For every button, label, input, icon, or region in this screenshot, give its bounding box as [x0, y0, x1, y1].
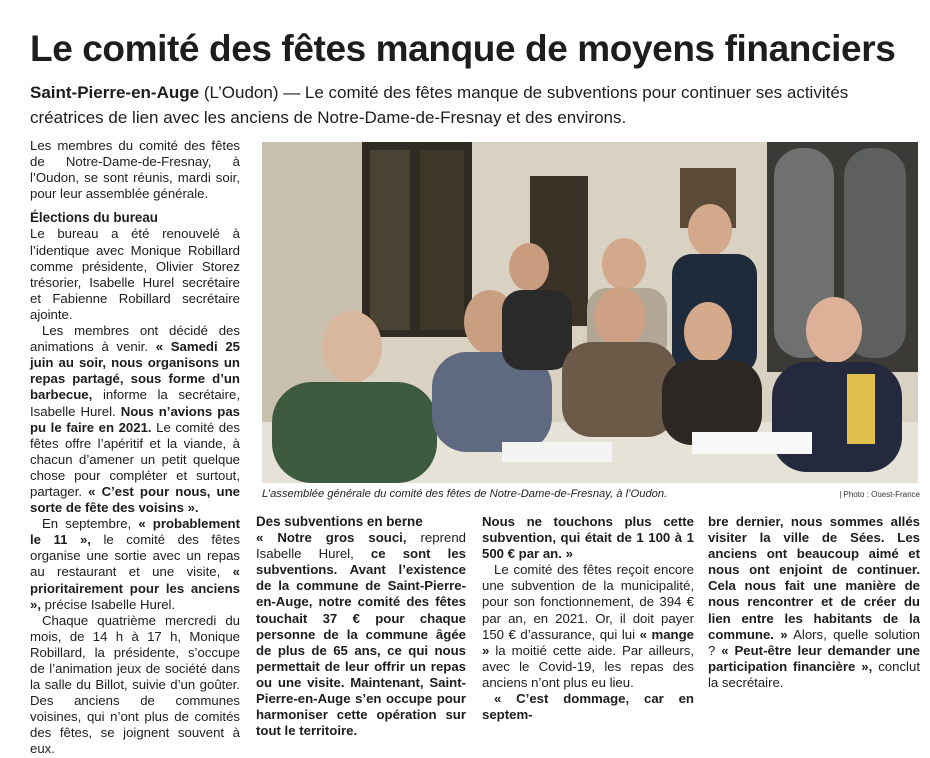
paragraph [482, 562, 694, 691]
quote: « Peut-être leur demander une participation financière », [708, 642, 921, 674]
quote: Nous ne touchons plus cette subvention, qui était de 1 100 à 1 500 € par an. » [482, 514, 694, 562]
text: En septembre, [42, 516, 139, 532]
text: précise Isabelle Hurel. [41, 596, 176, 612]
paragraph [30, 516, 240, 613]
text: Les membres ont décidé des animations à venir. [30, 323, 240, 355]
quote: « Notre gros souci, [256, 530, 407, 546]
quote: Nous n’avions pas pu le faire en 2021. [30, 403, 240, 435]
paragraph [708, 514, 920, 691]
text: reprend Isabelle Hurel, [256, 530, 466, 562]
paragraph [482, 514, 694, 562]
lede [30, 80, 900, 130]
quote: « C’est dommage, car en septem- [482, 691, 694, 723]
text: la moitié cette aide. Par ailleurs, avec le Covid-19, les repas des anciens n’ont plus eu lieu. [482, 642, 694, 690]
text: informe la secrétaire, Isabelle Hurel. [30, 387, 240, 419]
paragraph [256, 530, 466, 739]
text: conclut la secrétaire. [708, 658, 920, 690]
paragraph [30, 323, 240, 516]
article-photo [262, 142, 918, 483]
section-heading-subventions: Des subventions en berne [256, 514, 423, 529]
quote: « C’est pour nous, une sorte de fête des voisins ». [30, 483, 241, 516]
headline: Le comité des fêtes manque de moyens financiers [30, 28, 896, 69]
paragraph: Le bureau a été renouvelé à l’identique avec Monique Robillard comme présidente, Olivier Storez trésorier, Isabelle Hurel secrétaire et Fabienne Robillard secrétaire ajointe. [30, 226, 240, 322]
quote: « Samedi 25 juin au soir, nous organisons un repas partagé, sous forme d’un barbecue, [30, 339, 240, 403]
photo-credit: | Photo : Ouest-France [839, 490, 920, 499]
lede-place: Saint-Pierre-en-Auge [30, 83, 200, 102]
text: le comité des fêtes organise une sortie avec un repas au restaurant et une visite, [30, 532, 240, 580]
photo-illustration [262, 142, 918, 483]
intro-paragraph: Les membres du comité des fêtes de Notre-Dame-de-Fresnay, à l’Oudon, se sont réunis, mardi soir, pour leur assemblée générale. [30, 138, 240, 202]
article-column-3 [482, 514, 694, 723]
quote: bre dernier, nous sommes allés visiter la ville de Sées. Les anciens ont beaucoup aimé et nous ont enjoint de continuer. Cela nous fait une manière de nous rencontrer et de créer du lien entre les habitants de la commune. » [708, 514, 920, 642]
quote: « prioritairement pour les anciens », [30, 564, 240, 612]
article-column-1 [30, 138, 240, 758]
quote: « mange » [482, 626, 694, 658]
paragraph [482, 691, 694, 723]
text: Le comité des fêtes reçoit encore une subvention de la municipalité, pour son fonctionnement, de 394 € par an, en 2021. Or, il doit payer 150 € d’assurance, qui lui [482, 562, 694, 642]
text: Alors, quelle solution ? [708, 626, 921, 658]
lede-place-paren: (L’Oudon) — [199, 83, 305, 102]
lede-text: Le comité des fêtes manque de subventions pour continuer ses activités créatrices de lien avec les anciens de Notre-Dame-de-Fresnay et des environs. [30, 83, 849, 127]
article-column-4 [708, 514, 920, 691]
paragraph: Chaque quatrième mercredi du mois, de 14 h à 17 h, Monique Robillard, la présidente, s’occupe de l’animation jeux de société dans la salle du Billot, suivie d’un goûter. Des anciens de communes voisines, qui n’ont plus de comités des fêtes, se joignent souvent à eux. [30, 612, 240, 757]
quote: ce sont les subventions. Avant l’existence de la commune de Saint-Pierre-en-Auge, notre comité des fêtes touchait 37 € pour chaque personne de la commune âgée de plus de 65 ans, ce qui nous permettait de leur offrir un repas ou une visite. Maintenant, Saint-Pierre-en-Auge s’en occupe pour harmoniser cette opération sur tout le territoire. [256, 546, 466, 739]
quote: « probablement le 11 », [30, 516, 240, 548]
section-heading-elections: Élections du bureau [30, 210, 158, 226]
photo-caption: L’assemblée générale du comité des fêtes de Notre-Dame-de-Fresnay, à l’Oudon. [262, 488, 668, 500]
text: Le comité des fêtes offre l’apéritif et la viande, à chacun d’amener un petit quelque chose pour compléter et surtout, partager. [30, 419, 241, 499]
